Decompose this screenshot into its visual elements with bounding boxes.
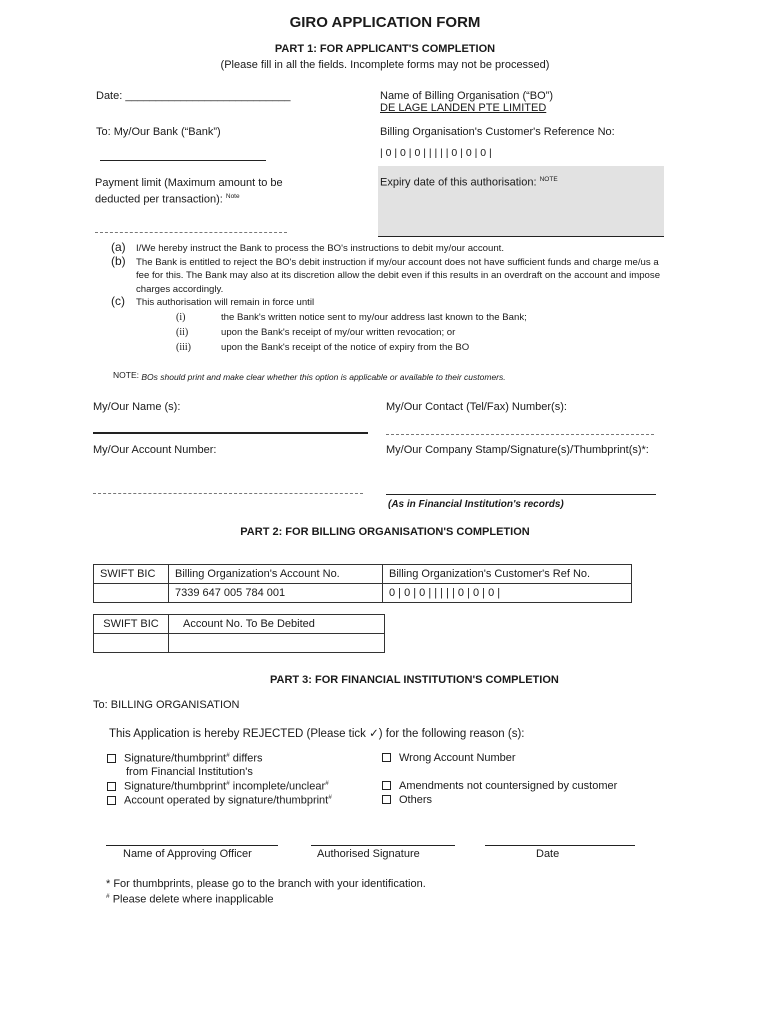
- reason-signature-differs[interactable]: Signature/thumbprint# differs: [107, 752, 263, 765]
- stamp-line[interactable]: [386, 494, 656, 495]
- reason-signature-differs-cont: from Financial Institution's: [126, 766, 253, 778]
- stamp-label: My/Our Company Stamp/Signature(s)/Thumbprint(s)*:: [386, 444, 649, 456]
- bank-name-line[interactable]: [100, 160, 266, 161]
- date-label: Date: [536, 848, 560, 860]
- checkbox[interactable]: [107, 754, 116, 763]
- bank-label: To: My/Our Bank (“Bank”): [96, 126, 221, 138]
- reason-signature-incomplete[interactable]: Signature/thumbprint# incomplete/unclear#: [107, 780, 329, 793]
- account-debited-cell[interactable]: [169, 634, 385, 653]
- table-header-cell: SWIFT BIC: [94, 615, 169, 634]
- bo-ref-cell[interactable]: 0 | 0 | 0 | | | | | 0 | 0 | 0 |: [383, 584, 632, 603]
- form-title: GIRO APPLICATION FORM: [289, 14, 481, 31]
- debit-account-table: [93, 614, 385, 653]
- expiry-line: [378, 236, 664, 237]
- payment-limit-label-2: deducted per transaction): $^{Note}$: [95, 193, 240, 206]
- name-label: My/Our Name (s):: [93, 401, 181, 413]
- checkbox[interactable]: [382, 753, 391, 762]
- fi-records-note: (As in Financial Institution's records): [388, 499, 564, 510]
- reason-amendments[interactable]: Amendments not countersigned by customer: [382, 780, 617, 792]
- footnote-delete: # Please delete where inapplicable: [106, 893, 274, 906]
- authorisation-clauses: [111, 242, 671, 355]
- checkbox[interactable]: [107, 782, 116, 791]
- checkbox[interactable]: [107, 796, 116, 805]
- part1-instruction: (Please fill in all the fields. Incomplete forms may not be processed): [220, 59, 550, 71]
- checkbox[interactable]: [382, 795, 391, 804]
- checkbox[interactable]: [382, 781, 391, 790]
- rejected-text: This Application is hereby REJECTED (Please tick ✓) for the following reason (s):: [109, 728, 525, 740]
- bo-name-value: DE LAGE LANDEN PTE LIMITED: [380, 102, 547, 114]
- table-header-cell: Billing Organization's Customer's Ref No.: [383, 565, 632, 584]
- table-row: [94, 634, 385, 653]
- clause-b: (b) The Bank is entitled to reject the BO's debit instruction if my/our account does not have sufficient funds and charge me/us a fee for this. The Bank may also at its discretion allow the debit even if this results in an overdraft on the account and impose charges accordingly.: [111, 253, 661, 295]
- table-row: [94, 565, 632, 584]
- clause-c-sub-1: (i) the Bank's written notice sent to my/our address last known to the Bank;: [176, 311, 527, 323]
- date-line[interactable]: [485, 845, 635, 846]
- footnote-thumbprint: * For thumbprints, please go to the branch with your identification.: [106, 878, 426, 890]
- bo-note: NOTE: BOs should print and make clear whether this option is applicable or available to their customers.: [113, 370, 506, 382]
- clause-c-sub-2: (ii) upon the Bank's receipt of my/our written revocation; or: [176, 326, 456, 338]
- contact-line[interactable]: [386, 434, 654, 435]
- name-line[interactable]: [93, 432, 368, 434]
- payment-limit-line[interactable]: [95, 232, 287, 233]
- clause-a: (a) I/We hereby instruct the Bank to process the BO's instructions to debit my/our account.: [111, 240, 504, 254]
- expiry-label: Expiry date of this authorisation: $^{NOTE}$: [380, 176, 558, 189]
- reason-others[interactable]: Others: [382, 794, 432, 806]
- part1-heading: PART 1: FOR APPLICANT'S COMPLETION: [274, 43, 496, 55]
- payment-limit-label: Payment limit (Maximum amount to be: [95, 177, 283, 189]
- table-header-cell: SWIFT BIC: [94, 565, 169, 584]
- contact-label: My/Our Contact (Tel/Fax) Number(s):: [386, 401, 567, 413]
- bo-ref-label: Billing Organisation's Customer's Reference No:: [380, 126, 615, 138]
- clause-c: (c) This authorisation will remain in force until: [111, 294, 315, 308]
- part3-to: To: BILLING ORGANISATION: [93, 699, 240, 711]
- bo-ref-value: | 0 | 0 | 0 | | | | | 0 | 0 | 0 |: [380, 147, 492, 159]
- account-label: My/Our Account Number:: [93, 444, 217, 456]
- reason-account-operated[interactable]: Account operated by signature/thumbprint#: [107, 794, 332, 807]
- table-header-cell: Billing Organization's Account No.: [169, 565, 383, 584]
- clause-c-sub-3: (iii) upon the Bank's receipt of the notice of expiry from the BO: [176, 341, 470, 353]
- account-line[interactable]: [93, 493, 363, 494]
- bo-account-cell[interactable]: 7339 647 005 784 001: [169, 584, 383, 603]
- swift-bic-debit-cell[interactable]: [94, 634, 169, 653]
- approving-officer-line[interactable]: [106, 845, 278, 846]
- table-row: [94, 584, 632, 603]
- table-header-cell: Account No. To Be Debited: [169, 615, 385, 634]
- payment-limit-note: Note: [225, 193, 240, 200]
- part3-heading: PART 3: FOR FINANCIAL INSTITUTION'S COMPLETION: [270, 674, 559, 686]
- reason-wrong-account[interactable]: Wrong Account Number: [382, 752, 516, 764]
- part2-heading: PART 2: FOR BILLING ORGANISATION'S COMPLETION: [240, 526, 530, 538]
- authorised-signature-label: Authorised Signature: [317, 848, 420, 860]
- approving-officer-label: Name of Approving Officer: [123, 848, 252, 860]
- bo-details-table: [93, 564, 632, 603]
- swift-bic-cell[interactable]: [94, 584, 169, 603]
- bo-name-label: Name of Billing Organisation (“BO”): [380, 90, 554, 102]
- date-field[interactable]: Date: ___________________________: [96, 90, 291, 102]
- authorised-signature-line[interactable]: [311, 845, 455, 846]
- table-row: [94, 615, 385, 634]
